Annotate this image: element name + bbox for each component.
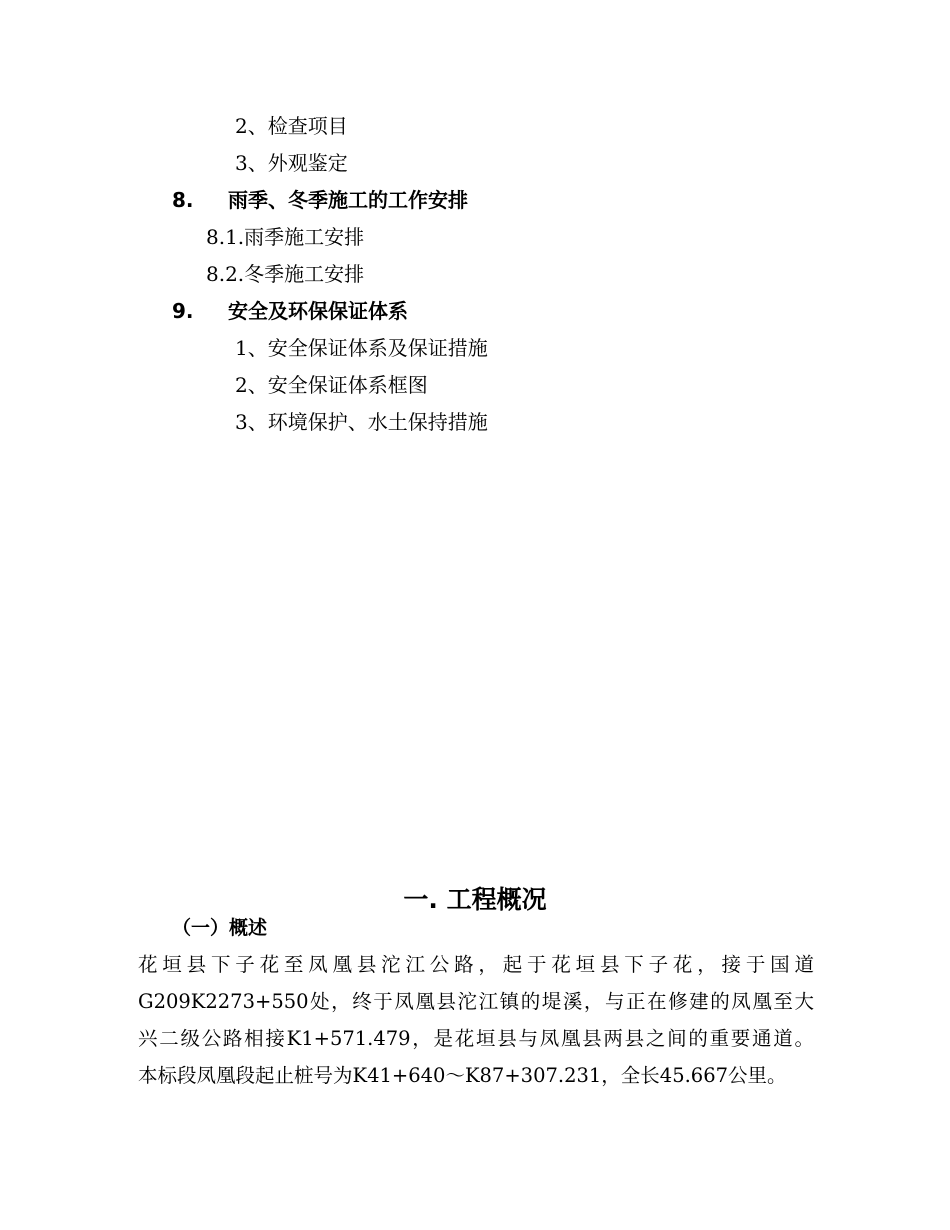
toc-item-safety-diagram: 2、安全保证体系框图 [235, 373, 428, 397]
toc-item-safety-system: 1、安全保证体系及保证措施 [235, 336, 488, 360]
toc-item-inspection-items: 2、检查项目 [235, 114, 348, 138]
chapter-title: 一. 工程概况 [403, 885, 547, 914]
toc-section-9-number: 9. [172, 299, 194, 323]
toc-item-rainy-season: 8.1.雨季施工安排 [206, 225, 365, 249]
paragraph-line: G209K2273+550处，终于凤凰县沱江镇的堤溪，与正在修建的凤凰至大 [138, 990, 814, 1013]
paragraph-line: 花垣县下子花至凤凰县沱江公路，起于花垣县下子花，接于国道 [138, 953, 814, 976]
toc-section-9-title: 安全及环保保证体系 [228, 299, 408, 323]
toc-section-8-title: 雨季、冬季施工的工作安排 [228, 188, 468, 212]
toc-section-9 [172, 298, 408, 324]
paragraph-line: 兴二级公路相接K1+571.479，是花垣县与凤凰县两县之间的重要通道。 [138, 1027, 814, 1050]
toc-item-winter-season: 8.2.冬季施工安排 [206, 262, 365, 286]
paragraph-line: 本标段凤凰段起止桩号为K41+640～K87+307.231，全长45.667公里。 [138, 1064, 787, 1087]
toc-section-8 [172, 187, 468, 213]
toc-section-8-number: 8. [172, 188, 194, 212]
section-heading: （一）概述 [172, 917, 268, 939]
toc-item-appearance-assessment: 3、外观鉴定 [235, 151, 348, 175]
toc-item-environment-protection: 3、环境保护、水土保持措施 [235, 410, 488, 434]
